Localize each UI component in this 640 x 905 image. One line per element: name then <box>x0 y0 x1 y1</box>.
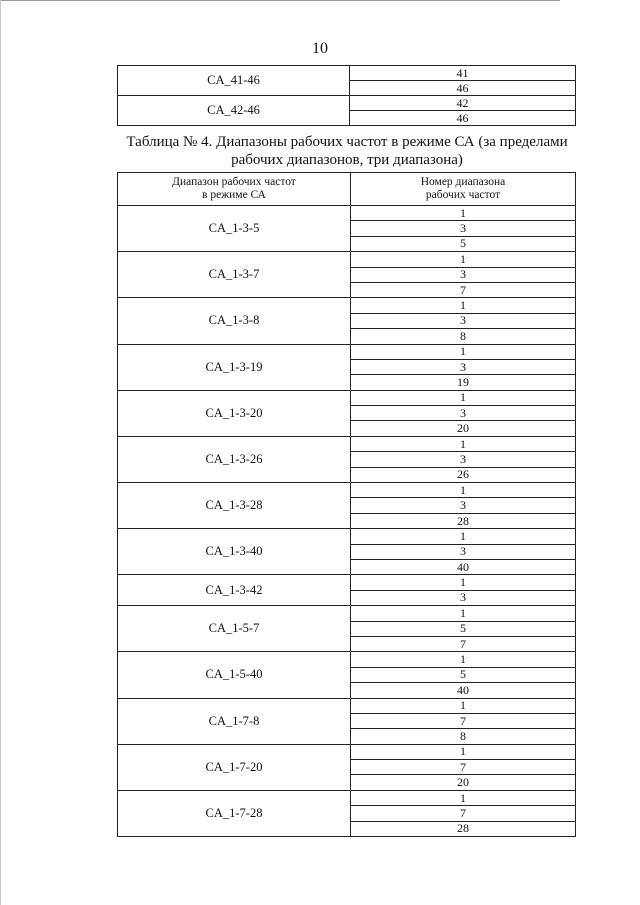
range-cell: CA_1-3-26 <box>118 436 351 482</box>
table-row <box>118 483 576 498</box>
frequency-ranges-table-body <box>118 206 576 837</box>
continued-table-body <box>118 66 576 126</box>
band-number-cell: 1 <box>351 390 576 405</box>
band-number-cell: 41 <box>350 66 576 81</box>
table-row <box>118 698 576 713</box>
range-cell: CA_1-3-19 <box>118 344 351 390</box>
band-number-cell: 1 <box>351 698 576 713</box>
band-number-cell: 1 <box>351 575 576 590</box>
band-number-cell: 3 <box>351 498 576 513</box>
table-row <box>118 436 576 451</box>
band-number-cell: 3 <box>351 544 576 559</box>
range-cell: CA_1-3-8 <box>118 298 351 344</box>
header-range-mode <box>118 173 351 206</box>
band-number-cell: 3 <box>351 267 576 282</box>
table-header-row <box>118 173 576 206</box>
header-band-number <box>351 173 576 206</box>
band-number-cell: 5 <box>351 667 576 682</box>
range-cell: CA_42-46 <box>118 96 350 126</box>
band-number-cell: 40 <box>351 683 576 698</box>
band-number-cell: 1 <box>351 652 576 667</box>
band-number-cell: 7 <box>351 806 576 821</box>
table-row <box>118 390 576 405</box>
band-number-cell: 1 <box>351 252 576 267</box>
band-number-cell: 1 <box>351 744 576 759</box>
range-cell: CA_1-5-40 <box>118 652 351 698</box>
band-number-cell: 46 <box>350 111 576 126</box>
range-cell: CA_1-3-5 <box>118 206 351 252</box>
table-row <box>118 606 576 621</box>
band-number-cell: 3 <box>351 359 576 374</box>
band-number-cell: 3 <box>351 313 576 328</box>
band-number-cell: 3 <box>351 590 576 605</box>
band-number-cell: 1 <box>351 206 576 221</box>
band-number-cell: 19 <box>351 375 576 390</box>
band-number-cell: 3 <box>351 452 576 467</box>
table-row <box>118 575 576 590</box>
table-row <box>118 344 576 359</box>
band-number-cell: 7 <box>351 282 576 297</box>
table-row <box>118 298 576 313</box>
band-number-cell: 42 <box>350 96 576 111</box>
header-range-mode-text: Диапазон рабочих частот в режиме СА <box>172 176 296 201</box>
range-cell: CA_1-7-20 <box>118 744 351 790</box>
band-number-cell: 40 <box>351 559 576 574</box>
range-cell: CA_1-7-28 <box>118 790 351 836</box>
scan-edge-line <box>0 0 1 905</box>
table-row <box>118 66 576 81</box>
band-number-cell: 7 <box>351 636 576 651</box>
range-cell: CA_1-5-7 <box>118 606 351 652</box>
band-number-cell: 1 <box>351 606 576 621</box>
band-number-cell: 7 <box>351 713 576 728</box>
band-number-cell: 5 <box>351 621 576 636</box>
band-number-cell: 3 <box>351 406 576 421</box>
table-caption: Таблица № 4. Диапазоны рабочих частот в режиме СА (за пределами рабочих диапазонов, три диапазона) <box>126 134 568 168</box>
band-number-cell: 20 <box>351 775 576 790</box>
band-number-cell: 3 <box>351 221 576 236</box>
band-number-cell: 1 <box>351 790 576 805</box>
band-number-cell: 28 <box>351 821 576 836</box>
table-row <box>118 744 576 759</box>
band-number-cell: 5 <box>351 236 576 251</box>
scan-border-line <box>0 0 560 1</box>
band-number-cell: 7 <box>351 760 576 775</box>
band-number-cell: 8 <box>351 729 576 744</box>
band-number-cell: 1 <box>351 298 576 313</box>
range-cell: CA_1-3-42 <box>118 575 351 606</box>
band-number-cell: 8 <box>351 329 576 344</box>
table-row <box>118 96 576 111</box>
band-number-cell: 1 <box>351 344 576 359</box>
range-cell: CA_1-3-28 <box>118 483 351 529</box>
table-row <box>118 652 576 667</box>
range-cell: CA_1-3-20 <box>118 390 351 436</box>
range-cell: CA_1-3-40 <box>118 529 351 575</box>
header-band-number-text: Номер диапазона рабочих частот <box>420 176 506 201</box>
table-row <box>118 790 576 805</box>
band-number-cell: 20 <box>351 421 576 436</box>
page-number: 10 <box>312 40 328 57</box>
frequency-ranges-table <box>117 172 576 837</box>
table-row <box>118 252 576 267</box>
table-row <box>118 529 576 544</box>
band-number-cell: 46 <box>350 81 576 96</box>
band-number-cell: 26 <box>351 467 576 482</box>
range-cell: CA_1-7-8 <box>118 698 351 744</box>
continued-table <box>117 65 576 126</box>
band-number-cell: 1 <box>351 529 576 544</box>
band-number-cell: 28 <box>351 513 576 528</box>
table-row <box>118 206 576 221</box>
range-cell: CA_1-3-7 <box>118 252 351 298</box>
band-number-cell: 1 <box>351 483 576 498</box>
range-cell: CA_41-46 <box>118 66 350 96</box>
band-number-cell: 1 <box>351 436 576 451</box>
